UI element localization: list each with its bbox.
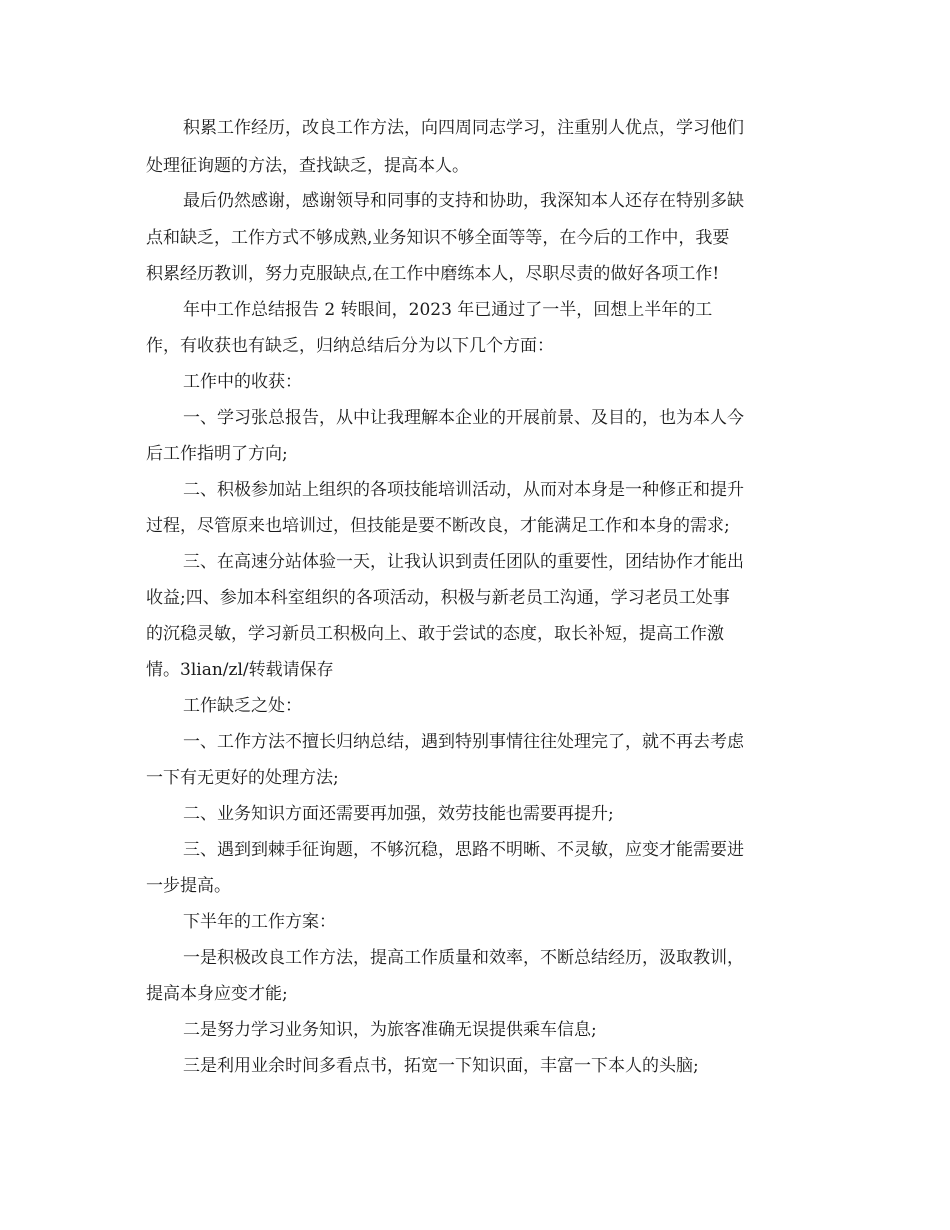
text-line: 二、积极参加站上组织的各项技能培训活动，从而对本身是一种修正和提升 — [183, 480, 744, 500]
text-line: 点和缺乏，工作方式不够成熟,业务知识不够全面等等，在今后的工作中，我要 — [146, 228, 730, 248]
text-line: 情。3lian/zl/转载请保存 — [146, 660, 334, 680]
text-line: 处理征询题的方法，查找缺乏，提高本人。 — [146, 156, 469, 176]
text-line: 提高本身应变才能; — [146, 984, 288, 1004]
text-line: 过程，尽管原来也培训过，但技能是要不断改良，才能满足工作和本身的需求; — [146, 516, 730, 536]
text-line: 一是积极改良工作方法，提高工作质量和效率，不断总结经历，汲取教训， — [183, 948, 744, 968]
text-line: 年中工作总结报告 2 转眼间，2023 年已通过了一半，回想上半年的工 — [183, 300, 713, 320]
text-line: 一步提高。 — [146, 876, 231, 896]
section-heading: 工作缺乏之处： — [183, 696, 302, 716]
text-line: 三、遇到到棘手征询题，不够沉稳，思路不明晰、不灵敏，应变才能需要进 — [183, 840, 744, 860]
text-line: 三是利用业余时间多看点书，拓宽一下知识面，丰富一下本人的头脑; — [183, 1056, 699, 1076]
text-line: 收益;四、参加本科室组织的各项活动，积极与新老员工沟通，学习老员工处事 — [146, 588, 730, 608]
text-line: 三、在高速分站体验一天，让我认识到责任团队的重要性，团结协作才能出 — [183, 552, 744, 572]
text-line: 一下有无更好的处理方法; — [146, 768, 339, 788]
text-line: 的沉稳灵敏，学习新员工积极向上、敢于尝试的态度，取长补短，提高工作激 — [146, 624, 724, 644]
text-line: 一、工作方法不擅长归纳总结，遇到特别事情往往处理完了，就不再去考虑 — [183, 732, 744, 752]
text-line: 一、学习张总报告，从中让我理解本企业的开展前景、及目的，也为本人今 — [183, 408, 744, 428]
text-line: 作，有收获也有缺乏，归纳总结后分为以下几个方面： — [146, 336, 554, 356]
section-heading: 下半年的工作方案： — [183, 912, 336, 932]
text-line: 二是努力学习业务知识，为旅客准确无误提供乘车信息; — [183, 1020, 597, 1040]
text-line: 积累经历教训，努力克服缺点,在工作中磨练本人，尽职尽责的做好各项工作! — [146, 264, 720, 284]
text-line: 积累工作经历，改良工作方法，向四周同志学习，注重别人优点，学习他们 — [183, 118, 744, 138]
text-line: 后工作指明了方向; — [146, 444, 288, 464]
text-line: 最后仍然感谢，感谢领导和同事的支持和协助，我深知本人还存在特别多缺 — [183, 191, 744, 211]
text-line: 二、业务知识方面还需要再加强，效劳技能也需要再提升; — [183, 804, 614, 824]
section-heading: 工作中的收获： — [183, 372, 302, 392]
